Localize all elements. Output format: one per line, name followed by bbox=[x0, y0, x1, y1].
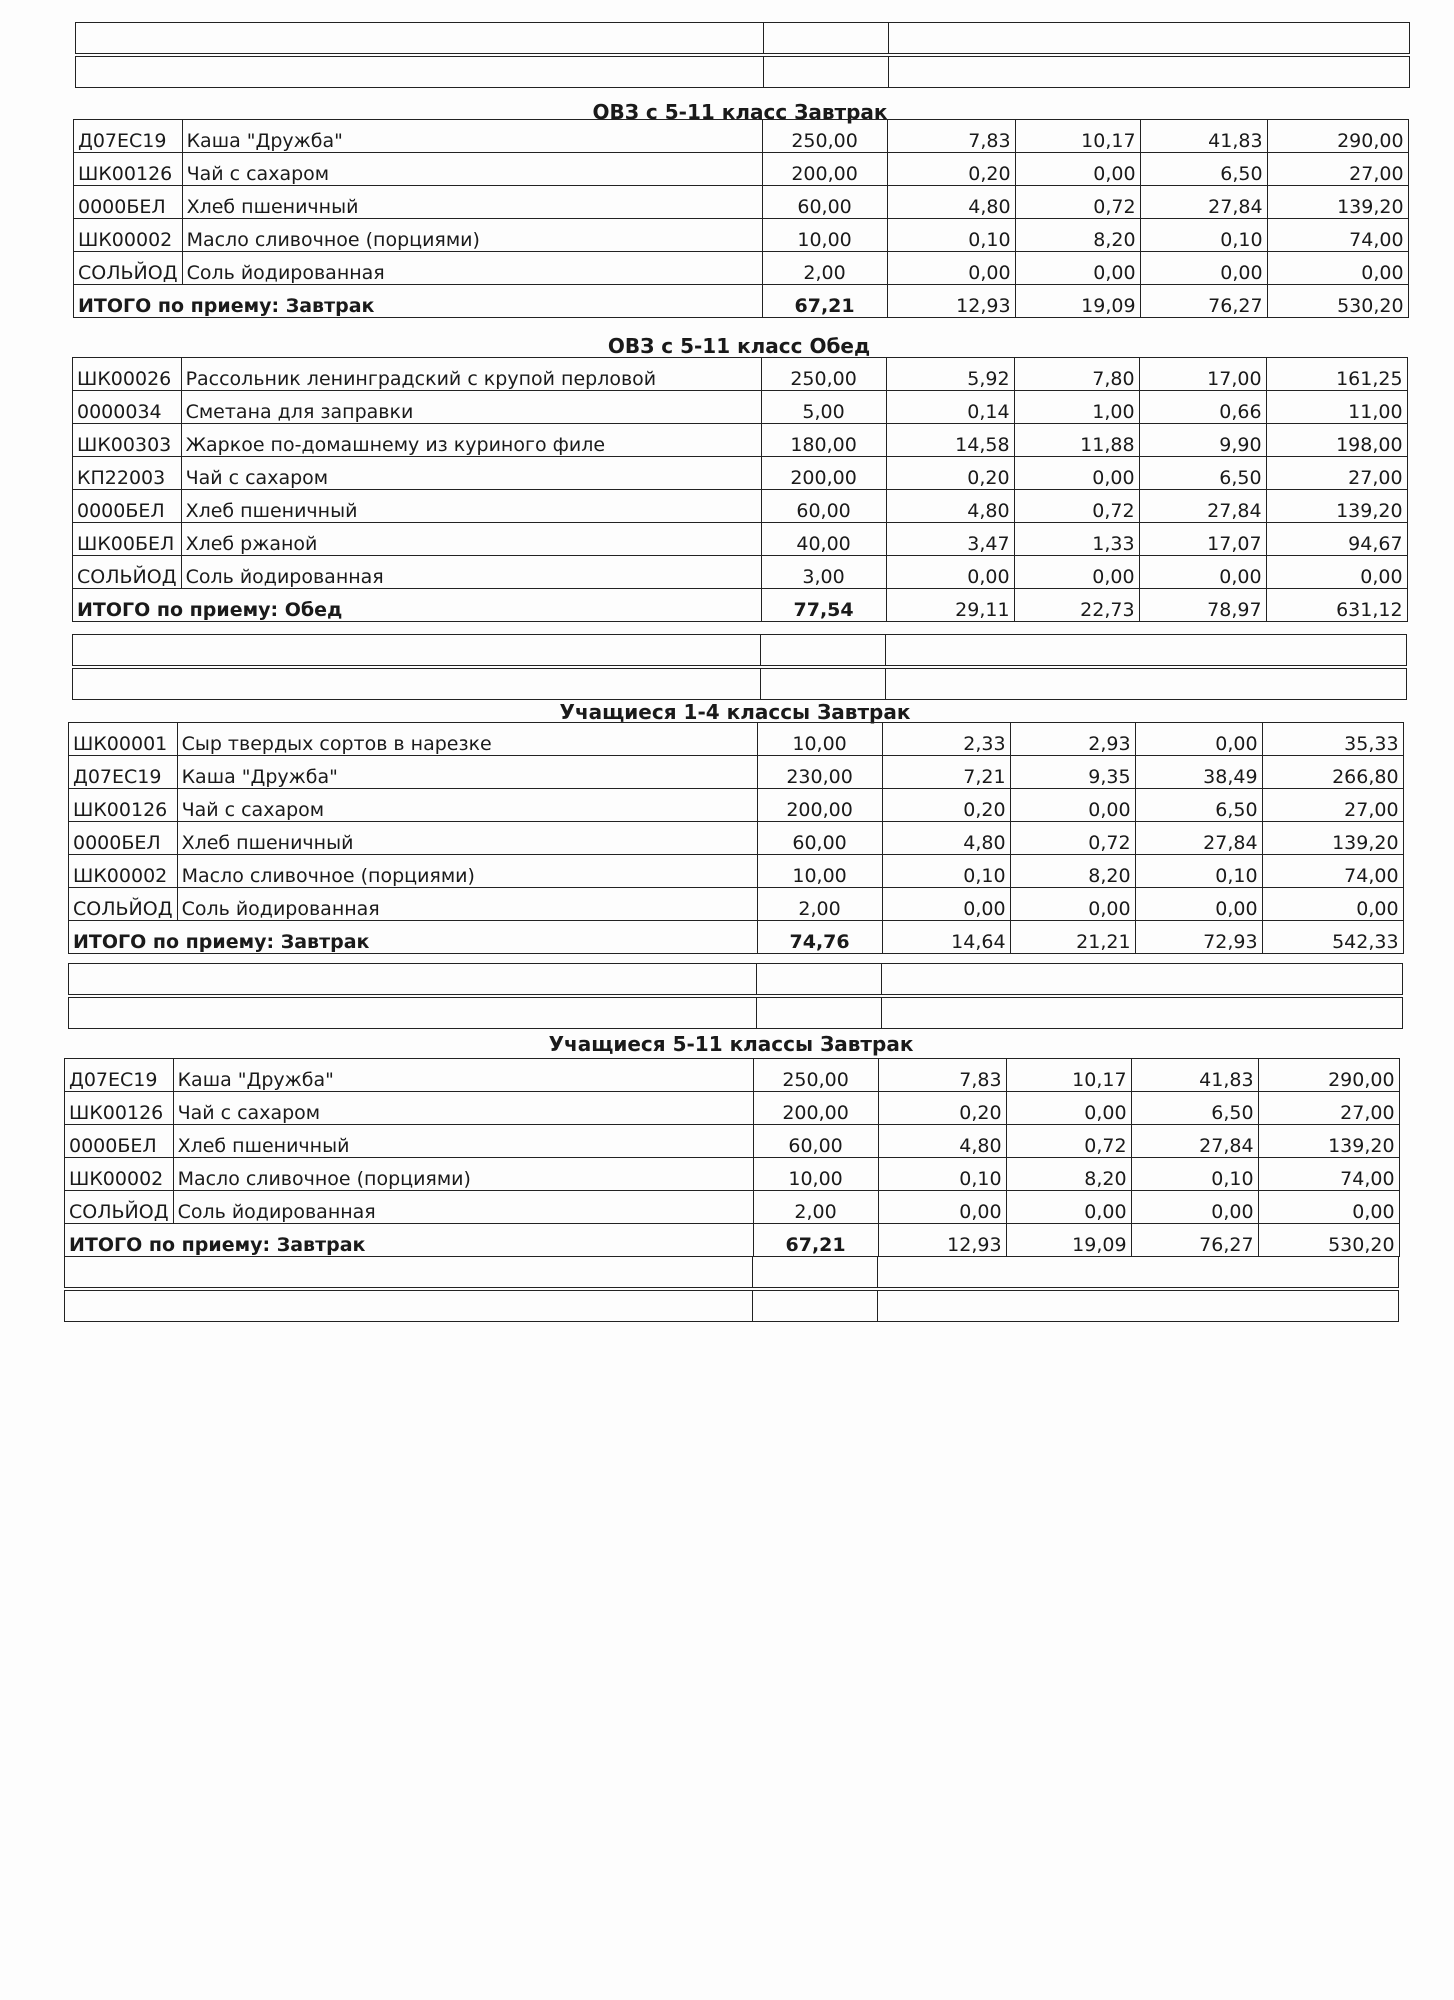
proteins: 4,80 bbox=[878, 1125, 1006, 1158]
item-code: СОЛЬЙОД bbox=[69, 888, 178, 921]
item-code: ШК00002 bbox=[69, 855, 178, 888]
item-code: ШК00002 bbox=[74, 219, 183, 252]
empty-separator-table bbox=[68, 963, 1403, 1029]
item-code: ШК00126 bbox=[74, 153, 183, 186]
table-row bbox=[65, 1158, 1400, 1191]
proteins: 0,10 bbox=[878, 1158, 1006, 1191]
item-name: Жаркое по-домашнему из куриного филе bbox=[181, 424, 761, 457]
table-row bbox=[74, 252, 1409, 285]
portion-weight: 230,00 bbox=[757, 756, 882, 789]
portion-weight: 2,00 bbox=[757, 888, 882, 921]
proteins: 14,58 bbox=[886, 424, 1014, 457]
carbohydrates: 0,00 bbox=[1135, 723, 1262, 756]
item-code: Д07ЕС19 bbox=[74, 120, 183, 153]
table-row bbox=[74, 186, 1409, 219]
calories: 11,00 bbox=[1266, 391, 1407, 424]
portion-weight: 10,00 bbox=[762, 219, 887, 252]
portion-weight: 200,00 bbox=[757, 789, 882, 822]
carbohydrates: 6,50 bbox=[1135, 789, 1262, 822]
calories: 74,00 bbox=[1258, 1158, 1399, 1191]
proteins: 0,20 bbox=[878, 1092, 1006, 1125]
menu-table bbox=[64, 1058, 1400, 1257]
fats: 0,00 bbox=[1010, 888, 1135, 921]
table-row bbox=[73, 391, 1408, 424]
item-code: ШК00303 bbox=[73, 424, 182, 457]
table-row bbox=[69, 855, 1404, 888]
proteins: 0,14 bbox=[886, 391, 1014, 424]
total-value: 12,93 bbox=[878, 1224, 1006, 1257]
proteins: 0,10 bbox=[887, 219, 1015, 252]
portion-weight: 10,00 bbox=[753, 1158, 878, 1191]
item-name: Каша "Дружба" bbox=[177, 756, 757, 789]
menu-table bbox=[68, 722, 1404, 954]
item-code: ШК00126 bbox=[69, 789, 178, 822]
fats: 0,00 bbox=[1014, 556, 1139, 589]
item-name: Масло сливочное (порциями) bbox=[177, 855, 757, 888]
fats: 0,00 bbox=[1015, 153, 1140, 186]
section-title: ОВЗ с 5-11 класс Обед bbox=[607, 334, 871, 358]
carbohydrates: 41,83 bbox=[1140, 120, 1267, 153]
empty-separator-table bbox=[72, 634, 1407, 700]
calories: 0,00 bbox=[1262, 888, 1403, 921]
fats: 0,72 bbox=[1010, 822, 1135, 855]
fats: 0,72 bbox=[1006, 1125, 1131, 1158]
proteins: 7,83 bbox=[887, 120, 1015, 153]
section-title: ОВЗ с 5-11 класс Завтрак bbox=[592, 100, 888, 124]
table-row bbox=[65, 1191, 1400, 1224]
item-code: 0000БЕЛ bbox=[74, 186, 183, 219]
item-name: Соль йодированная bbox=[181, 556, 761, 589]
item-code: СОЛЬЙОД bbox=[65, 1191, 174, 1224]
total-value: 67,21 bbox=[753, 1224, 878, 1257]
carbohydrates: 0,00 bbox=[1139, 556, 1266, 589]
fats: 0,72 bbox=[1014, 490, 1139, 523]
empty-separator-table bbox=[64, 1256, 1399, 1322]
calories: 27,00 bbox=[1258, 1092, 1399, 1125]
proteins: 7,83 bbox=[878, 1059, 1006, 1092]
portion-weight: 250,00 bbox=[762, 120, 887, 153]
carbohydrates: 0,66 bbox=[1139, 391, 1266, 424]
item-name: Чай с сахаром bbox=[182, 153, 762, 186]
total-value: 631,12 bbox=[1266, 589, 1407, 622]
fats: 1,33 bbox=[1014, 523, 1139, 556]
portion-weight: 250,00 bbox=[761, 358, 886, 391]
fats: 8,20 bbox=[1006, 1158, 1131, 1191]
item-code: КП22003 bbox=[73, 457, 182, 490]
proteins: 0,20 bbox=[887, 153, 1015, 186]
table-row bbox=[73, 457, 1408, 490]
item-name: Соль йодированная bbox=[177, 888, 757, 921]
fats: 7,80 bbox=[1014, 358, 1139, 391]
carbohydrates: 0,00 bbox=[1135, 888, 1262, 921]
total-value: 12,93 bbox=[887, 285, 1015, 318]
carbohydrates: 9,90 bbox=[1139, 424, 1266, 457]
total-label: ИТОГО по приему: Завтрак bbox=[69, 921, 758, 954]
proteins: 5,92 bbox=[886, 358, 1014, 391]
fats: 0,00 bbox=[1014, 457, 1139, 490]
total-value: 72,93 bbox=[1135, 921, 1262, 954]
portion-weight: 60,00 bbox=[761, 490, 886, 523]
fats: 10,17 bbox=[1015, 120, 1140, 153]
table-row bbox=[65, 1059, 1400, 1092]
item-name: Хлеб пшеничный bbox=[182, 186, 762, 219]
calories: 35,33 bbox=[1262, 723, 1403, 756]
total-value: 19,09 bbox=[1006, 1224, 1131, 1257]
portion-weight: 10,00 bbox=[757, 723, 882, 756]
calories: 27,00 bbox=[1267, 153, 1408, 186]
total-value: 19,09 bbox=[1015, 285, 1140, 318]
portion-weight: 250,00 bbox=[753, 1059, 878, 1092]
portion-weight: 200,00 bbox=[761, 457, 886, 490]
item-name: Соль йодированная bbox=[182, 252, 762, 285]
table-row bbox=[74, 120, 1409, 153]
carbohydrates: 6,50 bbox=[1139, 457, 1266, 490]
fats: 0,00 bbox=[1010, 789, 1135, 822]
table-row bbox=[65, 1092, 1400, 1125]
carbohydrates: 17,07 bbox=[1139, 523, 1266, 556]
table-row bbox=[73, 424, 1408, 457]
table-row bbox=[73, 556, 1408, 589]
proteins: 0,00 bbox=[887, 252, 1015, 285]
total-row bbox=[73, 589, 1408, 622]
fats: 8,20 bbox=[1015, 219, 1140, 252]
fats: 0,00 bbox=[1006, 1092, 1131, 1125]
carbohydrates: 41,83 bbox=[1131, 1059, 1258, 1092]
item-code: ШК00002 bbox=[65, 1158, 174, 1191]
item-code: ШК00001 bbox=[69, 723, 178, 756]
carbohydrates: 27,84 bbox=[1140, 186, 1267, 219]
total-value: 78,97 bbox=[1139, 589, 1266, 622]
calories: 290,00 bbox=[1258, 1059, 1399, 1092]
item-code: СОЛЬЙОД bbox=[73, 556, 182, 589]
proteins: 0,20 bbox=[886, 457, 1014, 490]
item-code: 0000БЕЛ bbox=[73, 490, 182, 523]
carbohydrates: 6,50 bbox=[1140, 153, 1267, 186]
total-value: 67,21 bbox=[762, 285, 887, 318]
total-row bbox=[65, 1224, 1400, 1257]
calories: 94,67 bbox=[1266, 523, 1407, 556]
portion-weight: 180,00 bbox=[761, 424, 886, 457]
total-value: 29,11 bbox=[886, 589, 1014, 622]
proteins: 3,47 bbox=[886, 523, 1014, 556]
carbohydrates: 0,10 bbox=[1135, 855, 1262, 888]
calories: 266,80 bbox=[1262, 756, 1403, 789]
table-row bbox=[65, 1125, 1400, 1158]
menu-table bbox=[73, 119, 1409, 318]
section-title: Учащиеся 1-4 классы Завтрак bbox=[559, 700, 911, 724]
total-value: 74,76 bbox=[757, 921, 882, 954]
carbohydrates: 6,50 bbox=[1131, 1092, 1258, 1125]
total-value: 14,64 bbox=[882, 921, 1010, 954]
total-label: ИТОГО по приему: Завтрак bbox=[74, 285, 763, 318]
item-code: 0000БЕЛ bbox=[65, 1125, 174, 1158]
proteins: 0,00 bbox=[886, 556, 1014, 589]
item-name: Масло сливочное (порциями) bbox=[182, 219, 762, 252]
portion-weight: 10,00 bbox=[757, 855, 882, 888]
item-name: Сыр твердых сортов в нарезке bbox=[177, 723, 757, 756]
carbohydrates: 0,10 bbox=[1131, 1158, 1258, 1191]
item-name: Сметана для заправки bbox=[181, 391, 761, 424]
fats: 9,35 bbox=[1010, 756, 1135, 789]
table-row bbox=[69, 888, 1404, 921]
table-row bbox=[69, 789, 1404, 822]
calories: 0,00 bbox=[1267, 252, 1408, 285]
total-value: 76,27 bbox=[1140, 285, 1267, 318]
total-value: 21,21 bbox=[1010, 921, 1135, 954]
calories: 139,20 bbox=[1266, 490, 1407, 523]
calories: 290,00 bbox=[1267, 120, 1408, 153]
menu-table bbox=[72, 357, 1408, 622]
portion-weight: 200,00 bbox=[762, 153, 887, 186]
fats: 10,17 bbox=[1006, 1059, 1131, 1092]
fats: 0,00 bbox=[1015, 252, 1140, 285]
calories: 0,00 bbox=[1266, 556, 1407, 589]
item-name: Хлеб ржаной bbox=[181, 523, 761, 556]
calories: 27,00 bbox=[1266, 457, 1407, 490]
table-row bbox=[69, 723, 1404, 756]
carbohydrates: 27,84 bbox=[1139, 490, 1266, 523]
table-row bbox=[74, 219, 1409, 252]
item-code: ШК00126 bbox=[65, 1092, 174, 1125]
item-name: Масло сливочное (порциями) bbox=[173, 1158, 753, 1191]
table-row bbox=[73, 358, 1408, 391]
total-value: 76,27 bbox=[1131, 1224, 1258, 1257]
item-name: Чай с сахаром bbox=[181, 457, 761, 490]
carbohydrates: 27,84 bbox=[1131, 1125, 1258, 1158]
item-name: Чай с сахаром bbox=[177, 789, 757, 822]
item-code: Д07ЕС19 bbox=[69, 756, 178, 789]
carbohydrates: 0,10 bbox=[1140, 219, 1267, 252]
item-code: СОЛЬЙОД bbox=[74, 252, 183, 285]
carbohydrates: 0,00 bbox=[1140, 252, 1267, 285]
total-row bbox=[69, 921, 1404, 954]
fats: 11,88 bbox=[1014, 424, 1139, 457]
fats: 8,20 bbox=[1010, 855, 1135, 888]
table-row bbox=[69, 822, 1404, 855]
carbohydrates: 0,00 bbox=[1131, 1191, 1258, 1224]
empty-separator-table bbox=[75, 22, 1410, 88]
table-row bbox=[73, 523, 1408, 556]
item-name: Рассольник ленинградский с крупой перловой bbox=[181, 358, 761, 391]
item-code: ШК00БЕЛ bbox=[73, 523, 182, 556]
calories: 74,00 bbox=[1262, 855, 1403, 888]
fats: 1,00 bbox=[1014, 391, 1139, 424]
portion-weight: 2,00 bbox=[753, 1191, 878, 1224]
calories: 27,00 bbox=[1262, 789, 1403, 822]
portion-weight: 200,00 bbox=[753, 1092, 878, 1125]
calories: 139,20 bbox=[1267, 186, 1408, 219]
portion-weight: 5,00 bbox=[761, 391, 886, 424]
total-value: 22,73 bbox=[1014, 589, 1139, 622]
calories: 139,20 bbox=[1258, 1125, 1399, 1158]
section-title: Учащиеся 5-11 классы Завтрак bbox=[548, 1032, 914, 1056]
item-name: Хлеб пшеничный bbox=[177, 822, 757, 855]
proteins: 0,00 bbox=[882, 888, 1010, 921]
calories: 139,20 bbox=[1262, 822, 1403, 855]
portion-weight: 40,00 bbox=[761, 523, 886, 556]
fats: 0,72 bbox=[1015, 186, 1140, 219]
item-name: Каша "Дружба" bbox=[173, 1059, 753, 1092]
total-label: ИТОГО по приему: Завтрак bbox=[65, 1224, 754, 1257]
total-value: 530,20 bbox=[1258, 1224, 1399, 1257]
table-row bbox=[69, 756, 1404, 789]
item-code: 0000034 bbox=[73, 391, 182, 424]
proteins: 0,20 bbox=[882, 789, 1010, 822]
item-name: Хлеб пшеничный bbox=[173, 1125, 753, 1158]
proteins: 2,33 bbox=[882, 723, 1010, 756]
table-row bbox=[74, 153, 1409, 186]
carbohydrates: 38,49 bbox=[1135, 756, 1262, 789]
proteins: 4,80 bbox=[882, 822, 1010, 855]
total-value: 77,54 bbox=[761, 589, 886, 622]
item-name: Хлеб пшеничный bbox=[181, 490, 761, 523]
fats: 2,93 bbox=[1010, 723, 1135, 756]
carbohydrates: 27,84 bbox=[1135, 822, 1262, 855]
table-row bbox=[73, 490, 1408, 523]
item-name: Каша "Дружба" bbox=[182, 120, 762, 153]
proteins: 7,21 bbox=[882, 756, 1010, 789]
proteins: 4,80 bbox=[887, 186, 1015, 219]
proteins: 4,80 bbox=[886, 490, 1014, 523]
calories: 161,25 bbox=[1266, 358, 1407, 391]
item-code: Д07ЕС19 bbox=[65, 1059, 174, 1092]
item-code: 0000БЕЛ bbox=[69, 822, 178, 855]
total-row bbox=[74, 285, 1409, 318]
item-code: ШК00026 bbox=[73, 358, 182, 391]
calories: 0,00 bbox=[1258, 1191, 1399, 1224]
total-value: 530,20 bbox=[1267, 285, 1408, 318]
item-name: Чай с сахаром bbox=[173, 1092, 753, 1125]
calories: 198,00 bbox=[1266, 424, 1407, 457]
total-label: ИТОГО по приему: Обед bbox=[73, 589, 762, 622]
proteins: 0,00 bbox=[878, 1191, 1006, 1224]
fats: 0,00 bbox=[1006, 1191, 1131, 1224]
portion-weight: 60,00 bbox=[762, 186, 887, 219]
total-value: 542,33 bbox=[1262, 921, 1403, 954]
proteins: 0,10 bbox=[882, 855, 1010, 888]
carbohydrates: 17,00 bbox=[1139, 358, 1266, 391]
portion-weight: 2,00 bbox=[762, 252, 887, 285]
portion-weight: 60,00 bbox=[757, 822, 882, 855]
item-name: Соль йодированная bbox=[173, 1191, 753, 1224]
calories: 74,00 bbox=[1267, 219, 1408, 252]
portion-weight: 3,00 bbox=[761, 556, 886, 589]
portion-weight: 60,00 bbox=[753, 1125, 878, 1158]
